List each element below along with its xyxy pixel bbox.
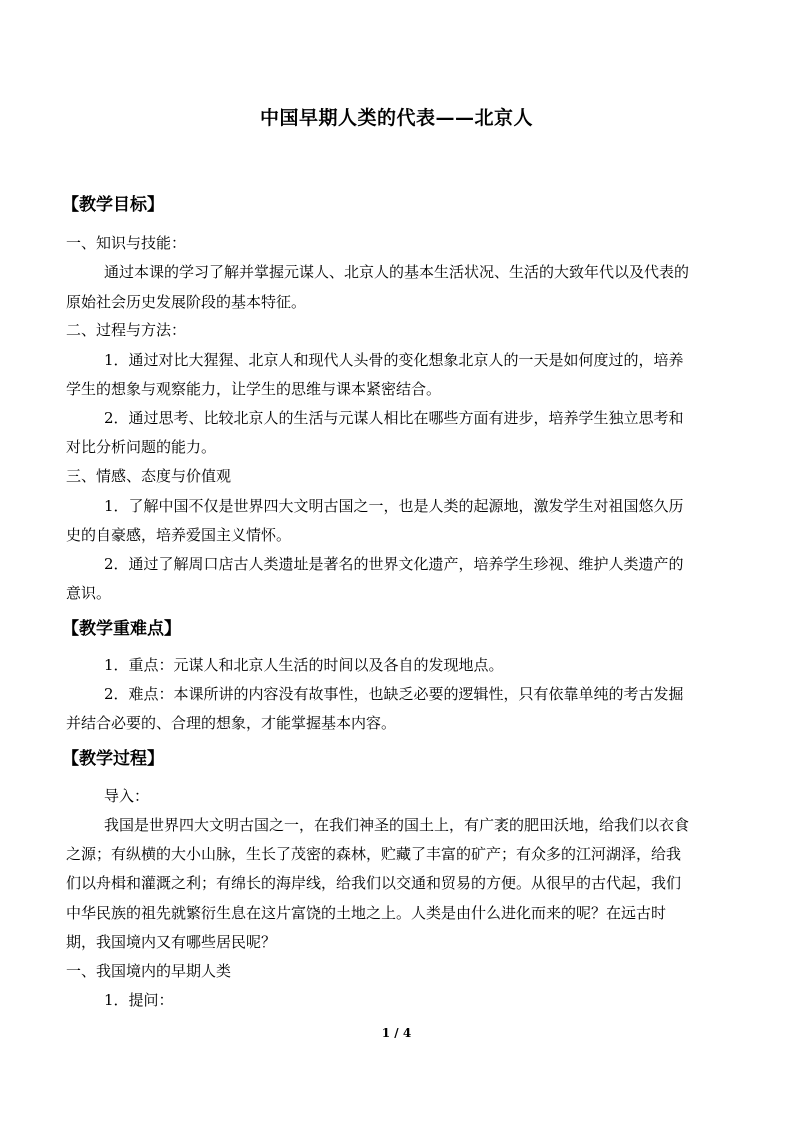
goals-line: 1．了解中国不仅是世界四大文明古国之一，也是人类的起源地，激发学生对祖国悠久历 (104, 497, 684, 515)
goals-line: 1．通过对比大猩猩、北京人和现代人头骨的变化想象北京人的一天是如何度过的，培养 (104, 351, 684, 369)
process-line: 期，我国境内又有哪些居民呢？ (66, 933, 277, 951)
process-line: 导入： (104, 787, 150, 805)
goals-line: 2．通过思考、比较北京人的生活与元谋人相比在哪些方面有进步，培养学生独立思考和 (104, 409, 684, 427)
goals-line: 意识。 (66, 584, 112, 602)
process-line: 我国是世界四大文明古国之一，在我们神圣的国土上，有广袤的肥田沃地，给我们以衣食 (104, 816, 690, 834)
process-line: 之源；有纵横的大小山脉，生长了茂密的森林，贮藏了丰富的矿产；有众多的江河湖泽，给我 (66, 845, 682, 863)
goals-line: 三、情感、态度与价值观 (66, 467, 232, 485)
goals-line: 学生的想象与观察能力，让学生的思维与课本紧密结合。 (66, 380, 442, 398)
heading-teaching-goals: 【教学目标】 (62, 195, 164, 215)
goals-line: 原始社会历史发展阶段的基本特征。 (66, 293, 307, 311)
goals-line: 2．通过了解周口店古人类遗址是著名的世界文化遗产，培养学生珍视、维护人类遗产的 (104, 555, 684, 573)
heading-key-points: 【教学重难点】 (62, 619, 181, 639)
process-line: 们以舟楫和灌溉之利；有绵长的海岸线，给我们以交通和贸易的方便。从很早的古代起，我们 (66, 874, 682, 892)
goals-line: 史的自豪感，培养爱国主义情怀。 (66, 526, 292, 544)
process-line: 中华民族的祖先就繁衍生息在这片富饶的土地之上。人类是由什么进化而来的呢？在远古时 (66, 904, 667, 922)
goals-line: 二、过程与方法： (66, 321, 187, 339)
goals-line: 一、知识与技能： (66, 234, 187, 252)
keypoints-line: 2．难点：本课所讲的内容没有故事性，也缺乏必要的逻辑性，只有依靠单纯的考古发掘 (104, 685, 684, 703)
heading-teaching-process: 【教学过程】 (62, 749, 164, 769)
goals-line: 对比分析问题的能力。 (66, 438, 217, 456)
process-line: 一、我国境内的早期人类 (66, 962, 232, 980)
document-title: 中国早期人类的代表——北京人 (259, 107, 533, 129)
process-line: 1．提问： (104, 991, 174, 1009)
keypoints-line: 1．重点：元谋人和北京人生活的时间以及各自的发现地点。 (104, 656, 504, 674)
goals-line: 通过本课的学习了解并掌握元谋人、北京人的基本生活状况、生活的大致年代以及代表的 (104, 263, 690, 281)
page-number: 1 / 4 (381, 1026, 412, 1040)
keypoints-line: 并结合必要的、合理的想象，才能掌握基本内容。 (66, 714, 397, 732)
